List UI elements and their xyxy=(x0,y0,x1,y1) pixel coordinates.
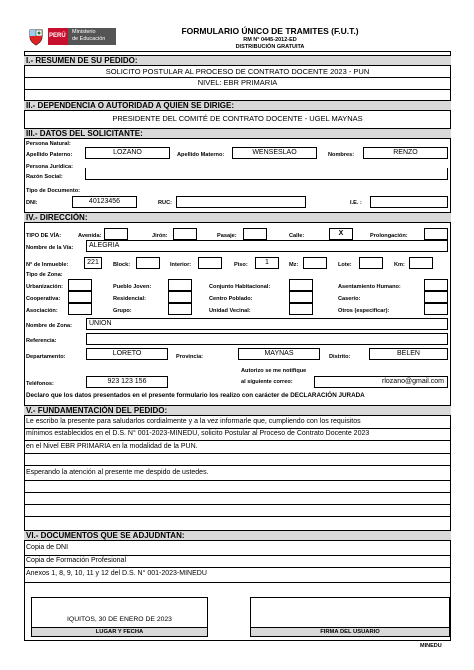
otros-label: Otros (especificar): xyxy=(338,308,390,314)
divider xyxy=(24,89,451,90)
asociacion-checkbox[interactable] xyxy=(68,303,92,315)
calle-checkbox[interactable]: X xyxy=(329,228,353,240)
unidad-vecinal-label: Unidad Vecinal: xyxy=(209,308,251,314)
section1-line1: SOLICITO POSTULAR AL PROCESO DE CONTRATO DOCENTE 2023 - PUN xyxy=(105,67,370,76)
piso-label: Piso: xyxy=(234,262,248,268)
document-item-3: Anexos 1, 8, 9, 10, 11 y 12 del D.S. N° 001-2023-MINEDU xyxy=(26,570,207,577)
apellido-materno-label: Apellido Materno: xyxy=(177,152,225,158)
telefono-field[interactable]: 923 123 156 xyxy=(86,376,168,388)
otros-checkbox[interactable] xyxy=(424,303,448,315)
urbanizacion-label: Urbanización: xyxy=(26,284,63,290)
cooperativa-checkbox[interactable] xyxy=(68,291,92,303)
lugar-fecha-label: LUGAR Y FECHA xyxy=(31,627,208,637)
provincia-label: Provincia: xyxy=(176,354,204,360)
provincia-field[interactable]: MAYNAS xyxy=(238,348,320,360)
residencial-checkbox[interactable] xyxy=(168,291,192,303)
tipo-via-label: TIPO DE VÍA: xyxy=(26,233,62,239)
centro-poblado-checkbox[interactable] xyxy=(289,291,313,303)
persona-natural-label: Persona Natural: xyxy=(26,141,71,147)
document-item-1: Copia de DNI xyxy=(26,544,69,551)
section5-title: V.- FUNDAMENTACIÓN DEL PEDIDO: xyxy=(24,405,451,416)
divider xyxy=(24,453,451,454)
ruc-field[interactable] xyxy=(176,196,306,208)
n-inmueble-field[interactable]: 221 xyxy=(84,257,102,269)
n-inmueble-label: N° de Inmueble: xyxy=(26,262,69,268)
grupo-label: Grupo: xyxy=(113,308,132,314)
fundamento-line4: Esperando la atención al presente me despido de ustedes. xyxy=(26,469,209,476)
cooperativa-label: Cooperativa: xyxy=(26,296,61,302)
centro-poblado-label: Centro Poblado: xyxy=(209,296,253,302)
section3-title: III.- DATOS DEL SOLICITANTE: xyxy=(24,128,451,139)
dni-label: DNI: xyxy=(26,200,38,206)
tipo-documento-label: Tipo de Documento: xyxy=(26,188,80,194)
nombres-field[interactable]: RENZO xyxy=(363,147,448,159)
departamento-label: Departamento: xyxy=(26,354,66,360)
interior-field[interactable] xyxy=(198,257,222,269)
razon-social-label: Razón Social: xyxy=(26,174,63,180)
razon-social-field[interactable] xyxy=(85,168,448,180)
unidad-vecinal-checkbox[interactable] xyxy=(289,303,313,315)
km-label: Km: xyxy=(394,262,405,268)
section4-title: IV.- DIRECCIÓN: xyxy=(24,212,451,223)
interior-label: Interior: xyxy=(170,262,192,268)
section1-title: I.- RESUMEN DE SU PEDIDO: xyxy=(24,55,451,66)
avenida-label: Avenida: xyxy=(78,233,102,239)
pasaje-checkbox[interactable] xyxy=(243,228,267,240)
notificar-label-2: al siguiente correo: xyxy=(241,379,293,385)
declaro-bold: DECLARACIÓN JURADA xyxy=(290,392,365,399)
correo-field[interactable]: rlozano@gmail.com xyxy=(314,376,448,388)
apellido-paterno-label: Apellido Paterno: xyxy=(26,152,73,158)
lote-label: Lote: xyxy=(338,262,352,268)
apellido-paterno-field[interactable]: LOZANO xyxy=(85,147,170,159)
ie-label: I.E. : xyxy=(350,200,362,206)
pasaje-label: Pasaje: xyxy=(217,233,237,239)
pueblo-joven-label: Pueblo Joven: xyxy=(113,284,152,290)
fundamento-line1: Le escribo la presente para saludarlos cordialmente y a la vez informarle que, cumpliendo con los requisitos xyxy=(26,418,361,425)
residencial-label: Residencial: xyxy=(113,296,146,302)
jiron-checkbox[interactable] xyxy=(173,228,197,240)
piso-field[interactable]: 1 xyxy=(255,257,279,269)
mz-label: Mz: xyxy=(289,262,299,268)
conjunto-label: Conjunto Habitacional: xyxy=(209,284,271,290)
divider xyxy=(24,567,451,568)
document-item-2: Copia de Formación Profesional xyxy=(26,557,126,564)
urbanizacion-checkbox[interactable] xyxy=(68,279,92,291)
tipo-zona-label: Tipo de Zona: xyxy=(26,272,63,278)
lugar-fecha-value: IQUITOS, 30 DE ENERO DE 2023 xyxy=(67,616,172,623)
fundamento-line3: en el Nivel EBR PRIMARIA en la modalidad de la PUN. xyxy=(26,443,198,450)
rm-number: RM N° 0445-2012-ED xyxy=(243,37,297,43)
grupo-checkbox[interactable] xyxy=(168,303,192,315)
calle-label: Calle: xyxy=(289,233,305,239)
divider xyxy=(24,480,451,481)
telefonos-label: Teléfonos: xyxy=(26,381,54,387)
ruc-label: RUC: xyxy=(158,200,172,206)
distrito-field[interactable]: BELEN xyxy=(369,348,448,360)
dni-field[interactable]: 40123456 xyxy=(72,196,137,208)
nombre-via-field[interactable]: ALEGRIA xyxy=(86,240,448,252)
referencia-label: Referencia: xyxy=(26,338,57,344)
logo-country: PERÚ xyxy=(49,33,66,39)
prolongacion-checkbox[interactable] xyxy=(424,228,448,240)
prolongacion-label: Prolongación: xyxy=(370,233,408,239)
lote-field[interactable] xyxy=(359,257,383,269)
divider xyxy=(24,516,451,517)
nombre-zona-label: Nombre de Zona: xyxy=(26,323,72,329)
section2-title: II.- DEPENDENCIA O AUTORIDAD A QUIEN SE DIRIGE: xyxy=(24,100,451,111)
jiron-label: Jirón: xyxy=(152,233,168,239)
caserio-checkbox[interactable] xyxy=(424,291,448,303)
mz-field[interactable] xyxy=(303,257,327,269)
caserio-label: Caserío: xyxy=(338,296,361,302)
logo-ministry-line1: Ministerio xyxy=(72,29,96,35)
fundamento-line2: mínimos establecidos en el D.S. N° 001-2023-MINEDU, solicito Postular al Proceso de Contrato Docente 2023 xyxy=(26,430,370,437)
distrito-label: Distrito: xyxy=(329,354,351,360)
section1-line2: NIVEL: EBR PRIMARIA xyxy=(197,78,278,87)
apellido-materno-field[interactable]: WENSESLAO xyxy=(232,147,317,159)
logo-ministry-line2: de Educación xyxy=(72,36,106,42)
distribution-note: DISTRIBUCIÓN GRATUITA xyxy=(235,44,305,50)
divider xyxy=(24,582,451,583)
firma-label: FIRMA DEL USUARIO xyxy=(250,627,450,637)
section2-line1: PRESIDENTE DEL COMITÉ DE CONTRATO DOCENTE - UGEL MAYNAS xyxy=(112,114,363,123)
divider xyxy=(24,440,451,441)
km-field[interactable] xyxy=(409,257,433,269)
referencia-field[interactable] xyxy=(86,333,448,345)
nombres-label: Nombres: xyxy=(328,152,355,158)
ie-field[interactable] xyxy=(370,196,448,208)
divider xyxy=(24,465,451,466)
page-title: FORMULARIO ÚNICO DE TRAMITES (F.U.T.) xyxy=(181,26,359,36)
asentamiento-label: Asentamiento Humano: xyxy=(338,284,401,290)
pueblo-joven-checkbox[interactable] xyxy=(168,279,192,291)
footer-org: MINEDU xyxy=(420,643,442,649)
section6-title: VI.- DOCUMENTOS QUE SE ADJUDNTAN: xyxy=(24,530,451,541)
persona-juridica-label: Persona Jurídica: xyxy=(26,164,73,170)
declaracion-jurada-text xyxy=(26,392,365,399)
divider xyxy=(24,492,451,493)
firma-box[interactable] xyxy=(250,597,450,627)
coat-of-arms-icon xyxy=(27,28,45,46)
conjunto-checkbox[interactable] xyxy=(289,279,313,291)
declaro-prefix: Declaro que los datos presentados en el presente formulario los realizo con carácter de xyxy=(26,392,291,399)
nombre-zona-field[interactable]: UNION xyxy=(86,318,448,330)
nombre-via-label: Nombre de la Vía: xyxy=(26,245,74,251)
asociacion-label: Asociación: xyxy=(26,308,58,314)
asentamiento-checkbox[interactable] xyxy=(424,279,448,291)
block-label: Block: xyxy=(113,262,131,268)
departamento-field[interactable]: LORETO xyxy=(86,348,168,360)
notificar-label-1: Autorizo se me notifique xyxy=(241,368,307,374)
avenida-checkbox[interactable] xyxy=(104,228,128,240)
divider xyxy=(24,504,451,505)
block-field[interactable] xyxy=(136,257,160,269)
